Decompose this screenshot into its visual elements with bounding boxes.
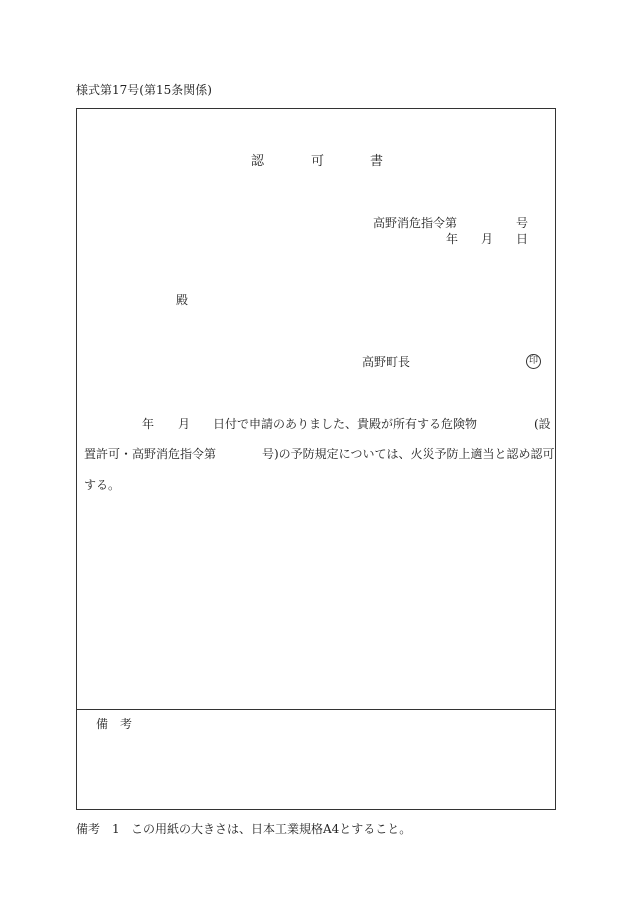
remarks-label: 備 考 [96,717,133,731]
body-line2-start: 置許可・高野消危指令第 [84,447,217,461]
issuer-title: 高野町長 [362,355,411,369]
body-month: 月 [178,417,191,431]
issue-date-day: 日 [516,232,529,246]
issue-date-year: 年 [446,232,459,246]
body-year: 年 [142,417,155,431]
seal-stamp: 印 [526,354,541,369]
remarks-divider [76,709,556,710]
issue-number-prefix: 高野消危指令第 [373,216,458,230]
form-number-label: 様式第17号(第15条関係) [76,83,212,97]
issue-number-suffix: 号 [516,216,529,230]
title-char-3: 書 [370,154,384,169]
body-line2-end: 号)の予防規定については、火災予防上適当と認め認可 [262,447,555,461]
footnote-label: 備考 [76,822,101,836]
issue-date-month: 月 [481,232,494,246]
title-char-1: 認 [251,154,265,169]
addressee-suffix: 殿 [176,293,189,307]
footnote-text: この用紙の大きさは、日本工業規格A4とすること。 [131,822,412,836]
body-line1-paren: (設 [534,417,551,431]
footnote-number: 1 [112,822,120,836]
body-line3: する。 [84,478,121,492]
body-line1-text: 日付で申請のありました、貴殿が所有する危険物 [213,417,478,431]
title-char-2: 可 [311,154,325,169]
